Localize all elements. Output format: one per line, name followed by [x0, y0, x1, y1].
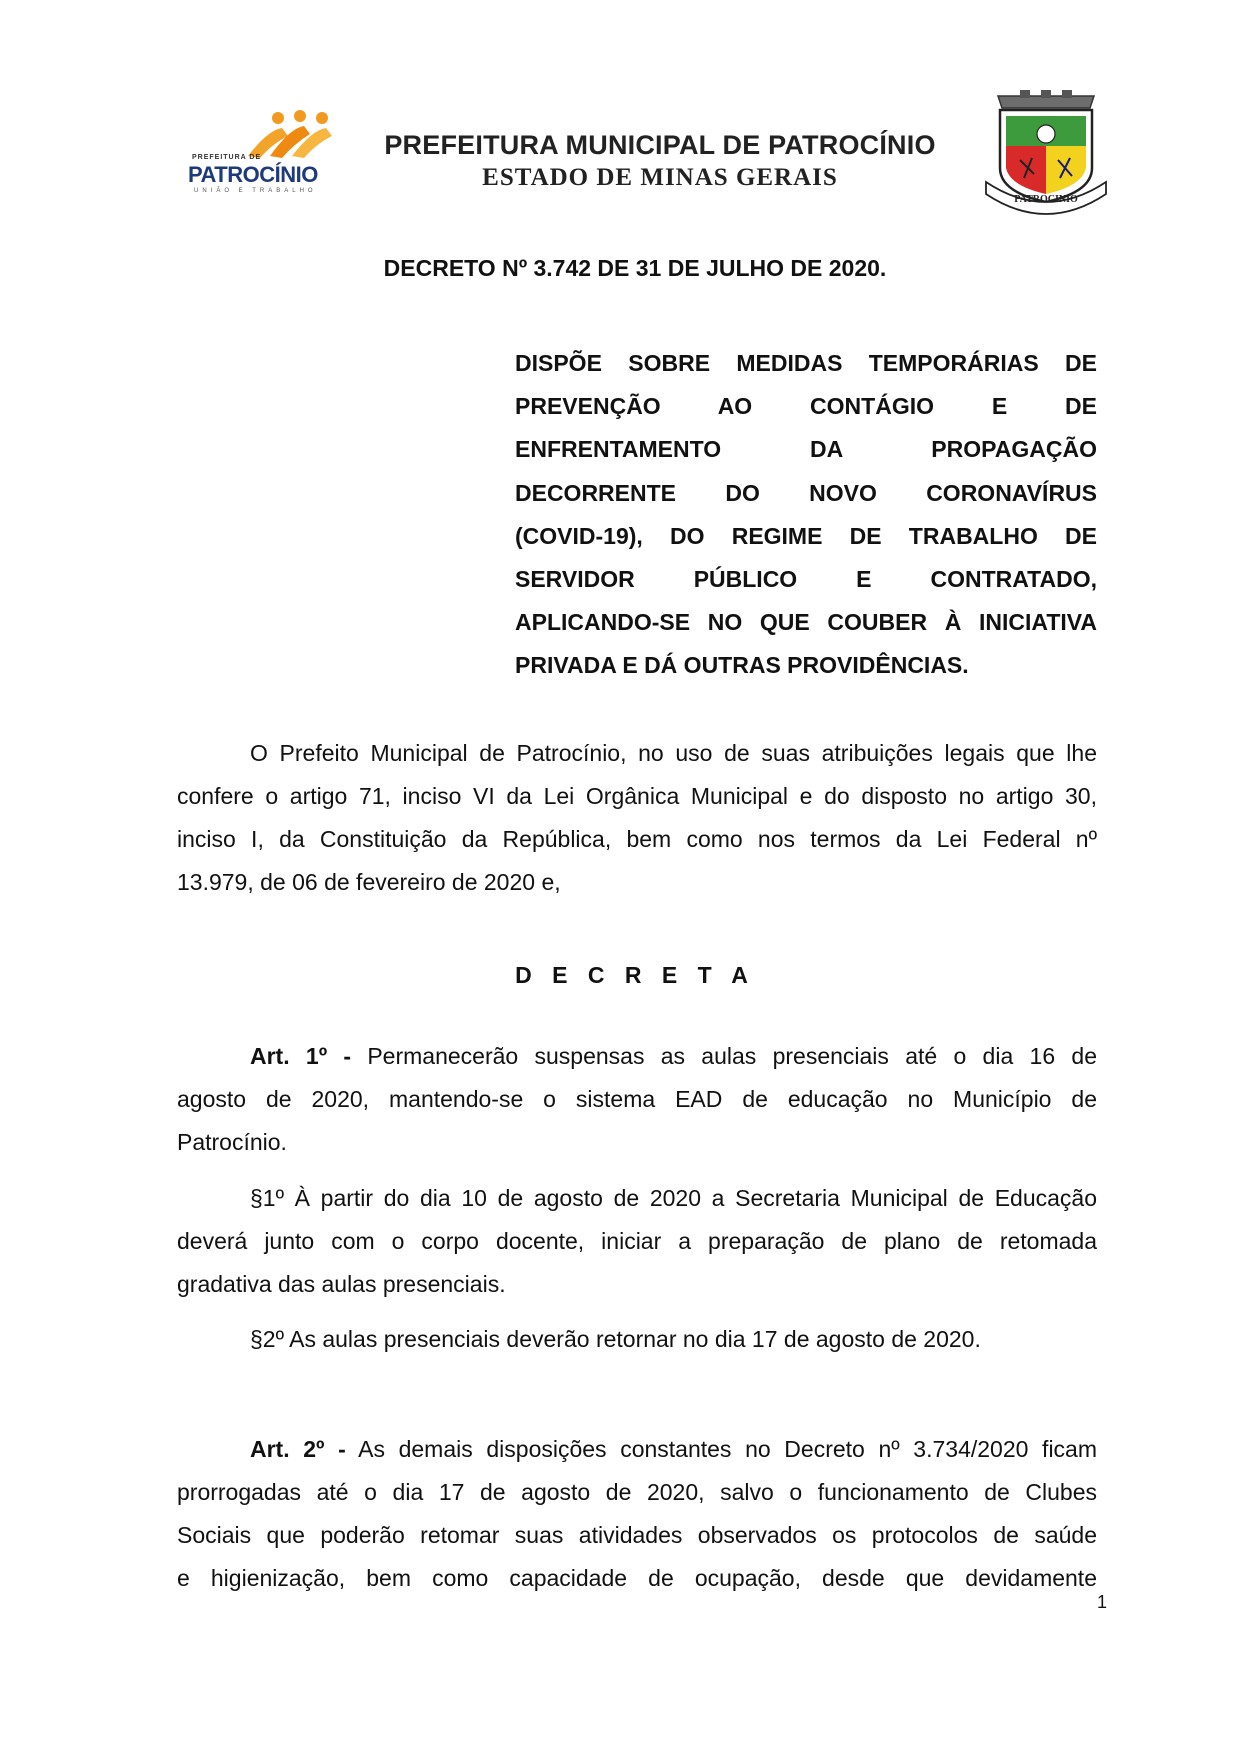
- logo-name: PATROCÍNIO: [188, 162, 318, 187]
- article-2-label: Art. 2º -: [250, 1436, 346, 1462]
- article-1: [177, 1035, 1097, 1164]
- paragraph-1: [177, 1177, 1097, 1306]
- paragraph-1-line: deverá junto com o corpo docente, iniciar a preparação de plano de retomada: [177, 1228, 1097, 1254]
- article-1-line: agosto de 2020, mantendo-se o sistema EAD de educação no Município de: [177, 1086, 1097, 1112]
- prefeitura-logo: [188, 110, 340, 198]
- paragraph-1-line: §1º À partir do dia 10 de agosto de 2020 a Secretaria Municipal de Educação: [250, 1185, 1097, 1211]
- article-2-line: Sociais que poderão retomar suas atividades observados os protocolos de saúde: [177, 1522, 1097, 1548]
- preamble-line: inciso I, da Constituição da República, bem como nos termos da Lei Federal nº: [177, 826, 1097, 852]
- preamble-line: O Prefeito Municipal de Patrocínio, no uso de suas atribuições legais que lhe: [250, 740, 1097, 766]
- ementa-line: DECORRENTE DO NOVO CORONAVÍRUS: [515, 479, 1097, 506]
- article-2-line: e higienização, bem como capacidade de ocupação, desde que devidamente: [177, 1565, 1097, 1591]
- letterhead-subtitle: ESTADO DE MINAS GERAIS: [482, 164, 838, 191]
- article-2-text: As demais disposições constantes no Decreto nº 3.734/2020 ficam: [345, 1436, 1098, 1462]
- crest-banner-text: PATROCINIO: [1014, 194, 1078, 205]
- paragraph-2-line: §2º As aulas presenciais deverão retornar no dia 17 de agosto de 2020.: [250, 1326, 981, 1352]
- article-1-first-line: [177, 1035, 1097, 1078]
- paragraph-2: [177, 1318, 1097, 1361]
- logo-tagline: UNIÃO E TRABALHO: [194, 188, 317, 194]
- logo-small-text: PREFEITURA DE: [192, 154, 262, 161]
- preamble-line: confere o artigo 71, inciso VI da Lei Orgânica Municipal e do disposto no artigo 30,: [177, 783, 1097, 809]
- letterhead-title: PREFEITURA MUNICIPAL DE PATROCÍNIO: [384, 130, 936, 160]
- ementa-line: PRIVADA E DÁ OUTRAS PROVIDÊNCIAS.: [515, 652, 969, 679]
- ementa-line: DISPÕE SOBRE MEDIDAS TEMPORÁRIAS DE: [515, 350, 1097, 376]
- ementa-line: SERVIDOR PÚBLICO E CONTRATADO,: [515, 565, 1097, 592]
- article-2-first-line: [177, 1428, 1097, 1471]
- ementa-line: ENFRENTAMENTO DA PROPAGAÇÃO: [515, 436, 1097, 463]
- ementa-line: PREVENÇÃO AO CONTÁGIO E DE: [515, 393, 1097, 420]
- page-number: 1: [1097, 1592, 1108, 1612]
- preamble: [177, 732, 1097, 904]
- decree-title: DECRETO Nº 3.742 DE 31 DE JULHO DE 2020.: [383, 255, 887, 281]
- ementa-line: (COVID-19), DO REGIME DE TRABALHO DE: [515, 522, 1097, 549]
- municipal-crest-icon: [980, 90, 1112, 220]
- letterhead: [0, 0, 1241, 230]
- article-1-label: Art. 1º -: [250, 1043, 352, 1069]
- preamble-line: 13.979, de 06 de fevereiro de 2020 e,: [177, 869, 561, 895]
- article-2: [177, 1428, 1097, 1600]
- article-1-line: Patrocínio.: [177, 1129, 287, 1155]
- article-2-line: prorrogadas até o dia 17 de agosto de 2020, salvo o funcionamento de Clubes: [177, 1479, 1097, 1505]
- decreta-heading: D E C R E T A: [515, 962, 755, 988]
- ementa: [515, 342, 1097, 688]
- ementa-line: APLICANDO-SE NO QUE COUBER À INICIATIVA: [515, 609, 1097, 636]
- article-1-text: Permanecerão suspensas as aulas presenciais até o dia 16 de: [351, 1043, 1097, 1069]
- paragraph-1-line: gradativa das aulas presenciais.: [177, 1271, 506, 1297]
